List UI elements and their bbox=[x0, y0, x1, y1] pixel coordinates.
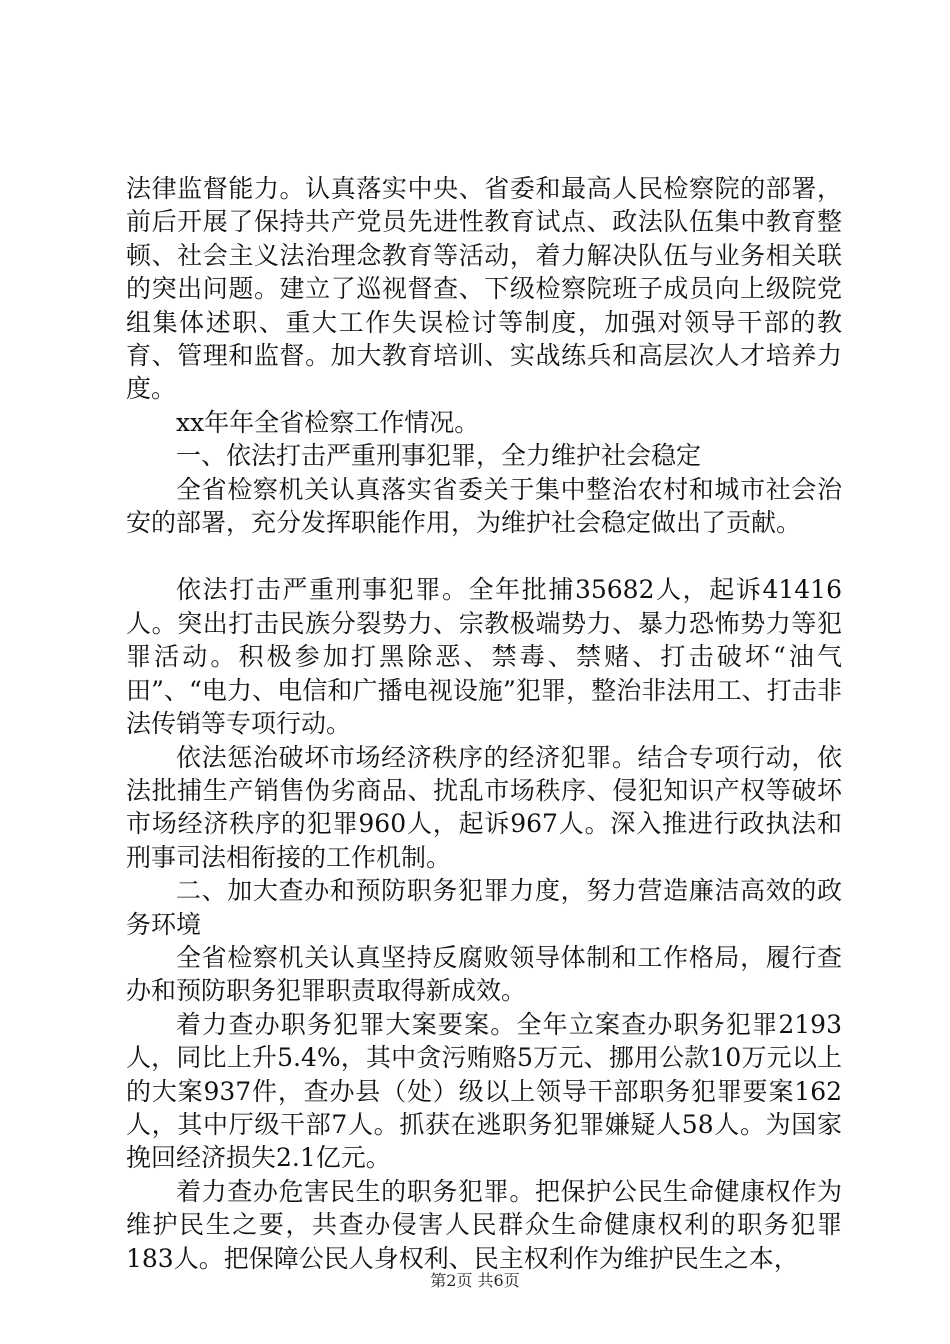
paragraph-4: 依法打击严重刑事犯罪。全年批捕35682人，起诉41416人。突出打击民族分裂势力、宗教极端势力、暴力恐怖势力等犯罪活动。积极参加打黑除恶、禁毒、禁赌、打击破坏“油气田”、“电力、电信和广播电视设施”犯罪，整治非法用工、打击非法传销等专项行动。 bbox=[126, 575, 842, 739]
page-number-footer: 第2页 共6页 bbox=[430, 1271, 520, 1290]
document-body bbox=[126, 172, 842, 1275]
paragraph-6: 全省检察机关认真坚持反腐败领导体制和工作格局，履行查办和预防职务犯罪职责取得新成效。 bbox=[126, 942, 842, 1006]
paragraph-7: 着力查办职务犯罪大案要案。全年立案查办职务犯罪2193人，同比上升5.4%，其中贪污贿赂5万元、挪用公款10万元以上的大案937件，查办县（处）级以上领导干部职务犯罪要案162人，其中厅级干部7人。抓获在逃职务犯罪嫌疑人58人。为国家挽回经济损失2.1亿元。 bbox=[126, 1009, 842, 1173]
paragraph-2: xx年年全省检察工作情况。 bbox=[176, 407, 480, 437]
paragraph-3: 全省检察机关认真落实省委关于集中整治农村和城市社会治安的部署，充分发挥职能作用，为维护社会稳定做出了贡献。 bbox=[126, 474, 842, 538]
paragraph-5: 依法惩治破坏市场经济秩序的经济犯罪。结合专项行动，依法批捕生产销售伪劣商品、扰乱市场秩序、侵犯知识产权等破坏市场经济秩序的犯罪960人，起诉967人。深入推进行政执法和刑事司法相衔接的工作机制。 bbox=[126, 742, 842, 872]
paragraph-1: 法律监督能力。认真落实中央、省委和最高人民检察院的部署，前后开展了保持共产党员先进性教育试点、政法队伍集中教育整顿、社会主义法治理念教育等活动，着力解决队伍与业务相关联的突出问题。建立了巡视督查、下级检察院班子成员向上级院党组集体述职、重大工作失误检讨等制度，加强对领导干部的教育、管理和监督。加大教育培训、实战练兵和高层次人才培养力度。 bbox=[126, 174, 842, 404]
section-heading-2: 二、加大查办和预防职务犯罪力度，努力营造廉洁高效的政务环境 bbox=[126, 876, 842, 939]
paragraph-gap bbox=[126, 539, 842, 573]
paragraph-8: 着力查办危害民生的职务犯罪。把保护公民生命健康权作为维护民生之要，共查办侵害人民群众生命健康权利的职务犯罪183人。把保障公民人身权利、民主权利作为维护民生之本， bbox=[126, 1176, 842, 1273]
section-heading-1: 一、依法打击严重刑事犯罪，全力维护社会稳定 bbox=[176, 441, 702, 471]
